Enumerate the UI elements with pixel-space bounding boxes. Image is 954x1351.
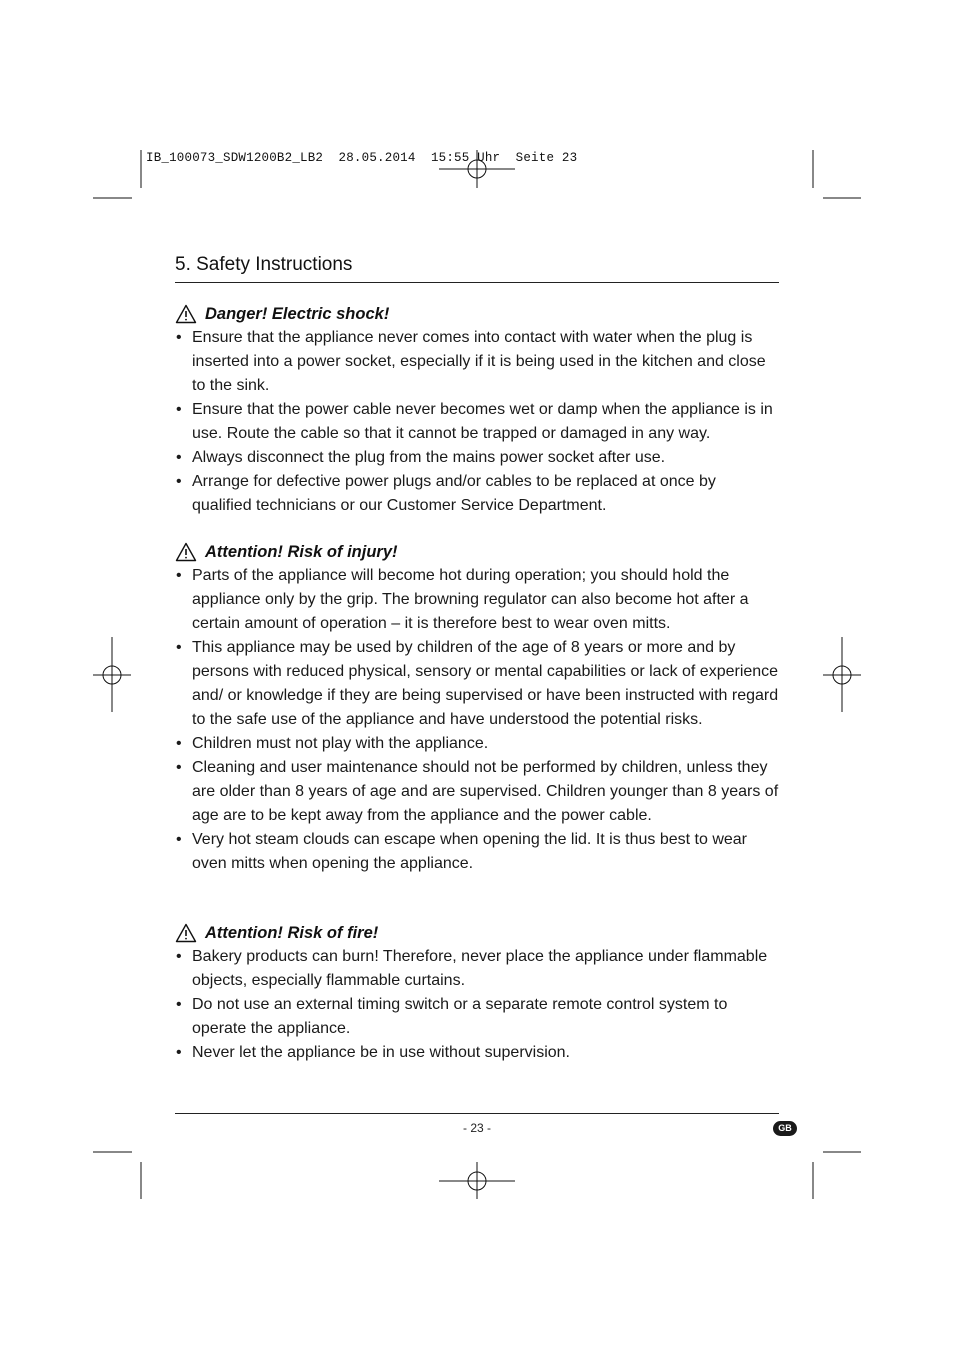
list-item: • This appliance may be used by children of the age of 8 years or more and by persons with reduced physical, sensory or mental capabilities or lack of experience and/ or knowledge if they are being supervised or have been instructed with regard to the safe use of the appliance and have understood the potential risks. bbox=[176, 639, 779, 728]
section-heading bbox=[175, 921, 779, 945]
list-item: • Always disconnect the plug from the mains power socket after use. bbox=[176, 449, 666, 466]
footer-divider bbox=[175, 1113, 779, 1114]
section-risk-of-injury bbox=[175, 540, 779, 876]
bullet-list bbox=[175, 564, 779, 876]
list-item: • Do not use an external timing switch or a separate remote control system to operate the appliance. bbox=[176, 996, 728, 1037]
list-item: • Ensure that the appliance never comes into contact with water when the plug is inserted into a power socket, especially if it is being used in the kitchen and close to the sink. bbox=[176, 329, 766, 394]
list-item: • Bakery products can burn! Therefore, never place the appliance under flammable objects, especially flammable curtains. bbox=[176, 948, 768, 989]
list-item: • Ensure that the power cable never becomes wet or damp when the appliance is in use. Route the cable so that it cannot be trapped or damaged in any way. bbox=[176, 401, 773, 442]
heading-text: Attention! Risk of fire! bbox=[205, 923, 379, 942]
list-item: • Very hot steam clouds can escape when opening the lid. It is thus best to wear oven mitts when opening the appliance. bbox=[176, 831, 747, 872]
title-divider bbox=[175, 282, 779, 283]
list-item: • Cleaning and user maintenance should not be performed by children, unless they are older than 8 years of age and are supervised. Children younger than 8 years of age are to be kept away from the appliance and the power cable. bbox=[176, 759, 779, 824]
bullet-list bbox=[175, 945, 779, 1065]
heading-text: Danger! Electric shock! bbox=[205, 304, 390, 323]
list-item: • Parts of the appliance will become hot during operation; you should hold the appliance only by the grip. The browning regulator can also become hot after a certain amount of operation – it is therefore best to wear oven mitts. bbox=[176, 567, 749, 632]
page-number: - 23 - bbox=[462, 1121, 491, 1135]
language-badge: GB bbox=[773, 1121, 797, 1136]
section-risk-of-fire bbox=[175, 921, 779, 1065]
section-heading bbox=[175, 302, 779, 326]
list-item: • Children must not play with the appliance. bbox=[176, 735, 489, 752]
section-heading bbox=[175, 540, 779, 564]
page-title: 5. Safety Instructions bbox=[175, 254, 353, 275]
list-item: • Arrange for defective power plugs and/or cables to be replaced at once by qualified technicians or our Customer Service Department. bbox=[176, 473, 716, 514]
section-electric-shock bbox=[175, 302, 779, 518]
bullet-list bbox=[175, 326, 779, 518]
list-item: • Never let the appliance be in use without supervision. bbox=[176, 1044, 570, 1061]
warning-triangle-icon bbox=[175, 542, 197, 562]
heading-text: Attention! Risk of injury! bbox=[205, 542, 398, 561]
warning-triangle-icon bbox=[175, 304, 197, 324]
print-slug: IB_100073_SDW1200B2_LB2 28.05.2014 15:55 Uhr Seite 23 bbox=[146, 151, 578, 165]
warning-triangle-icon bbox=[175, 923, 197, 943]
